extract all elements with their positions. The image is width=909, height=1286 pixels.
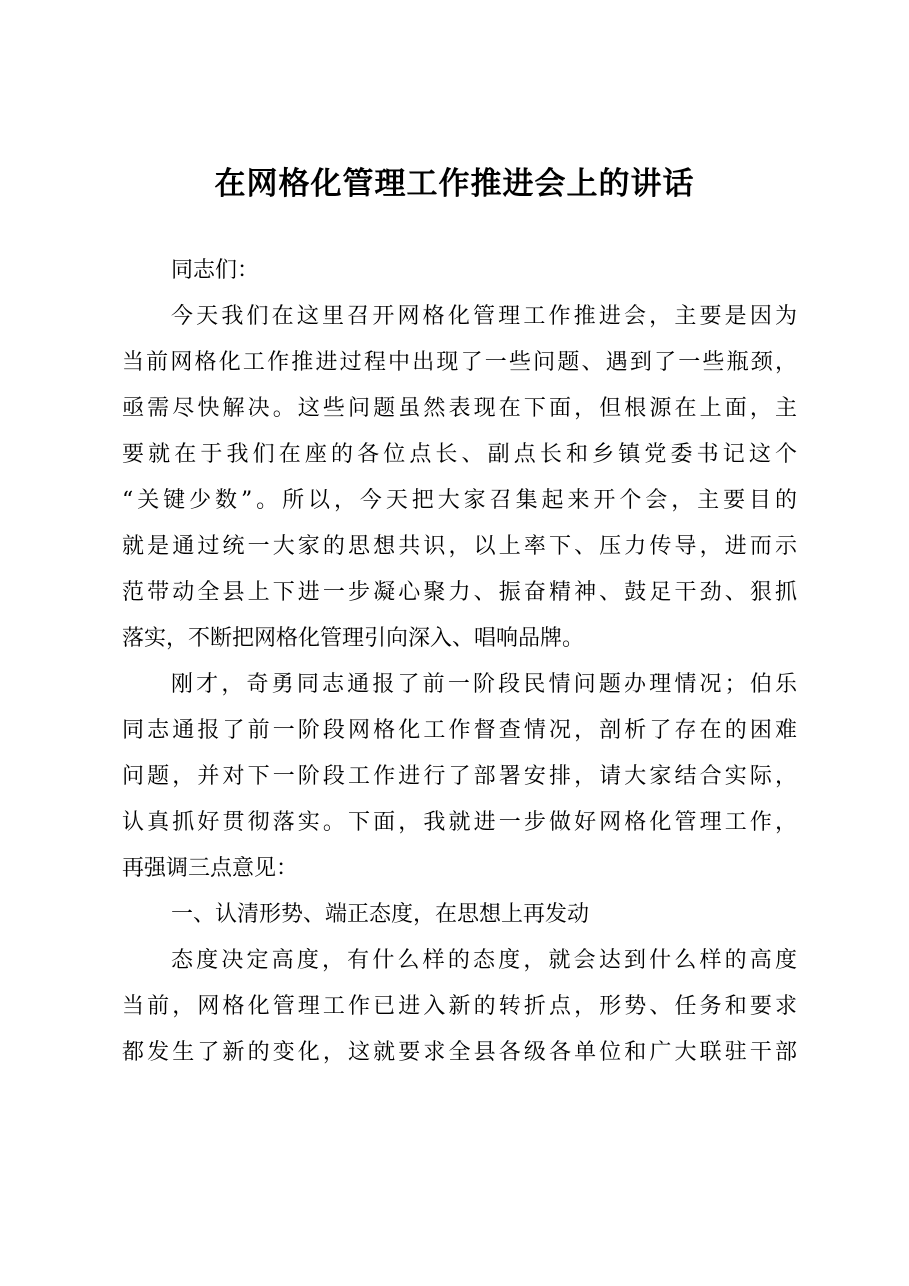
paragraph-line: 当前网格化工作推进过程中出现了一些问题、遇到了一些瓶颈， xyxy=(122,350,797,375)
salutation: 同志们： xyxy=(171,258,260,283)
document-body xyxy=(122,248,797,1076)
paragraph-line: 刚才，奇勇同志通报了前一阶段民情问题办理情况；伯乐 xyxy=(171,672,797,697)
paragraph-line: 今天我们在这里召开网格化管理工作推进会，主要是因为 xyxy=(171,304,797,329)
paragraph-line: 认真抓好贯彻落实。下面，我就进一步做好网格化管理工作， xyxy=(122,810,797,835)
paragraph-line: 落实，不断把网格化管理引向深入、唱响品牌。 xyxy=(122,626,585,651)
document-title: 在网格化管理工作推进会上的讲话 xyxy=(214,166,695,202)
paragraph-line: 就是通过统一大家的思想共识，以上率下、压力传导，进而示 xyxy=(122,534,797,559)
paragraph-line: 再强调三点意见： xyxy=(122,856,299,881)
paragraph-line: 要就在于我们在座的各位点长、副点长和乡镇党委书记这个 xyxy=(122,442,797,467)
paragraph-line: 同志通报了前一阶段网格化工作督查情况，剖析了存在的困难 xyxy=(122,718,797,743)
paragraph-line: 当前，网格化管理工作已进入新的转折点，形势、任务和要求 xyxy=(122,994,797,1019)
paragraph-line: 问题，并对下一阶段工作进行了部署安排，请大家结合实际， xyxy=(122,764,797,789)
paragraph-line: 亟需尽快解决。这些问题虽然表现在下面，但根源在上面，主 xyxy=(122,396,797,421)
paragraph-line: 态度决定高度，有什么样的态度，就会达到什么样的高度 xyxy=(171,948,797,973)
paragraph-line: 都发生了新的变化，这就要求全县各级各单位和广大联驻干部 xyxy=(122,1040,797,1065)
paragraph-line: “关键少数”。所以，今天把大家召集起来开个会，主要目的 xyxy=(122,488,797,513)
section-heading: 一、认清形势、端正态度，在思想上再发动 xyxy=(171,902,590,927)
paragraph-line: 范带动全县上下进一步凝心聚力、振奋精神、鼓足干劲、狠抓 xyxy=(122,580,797,605)
